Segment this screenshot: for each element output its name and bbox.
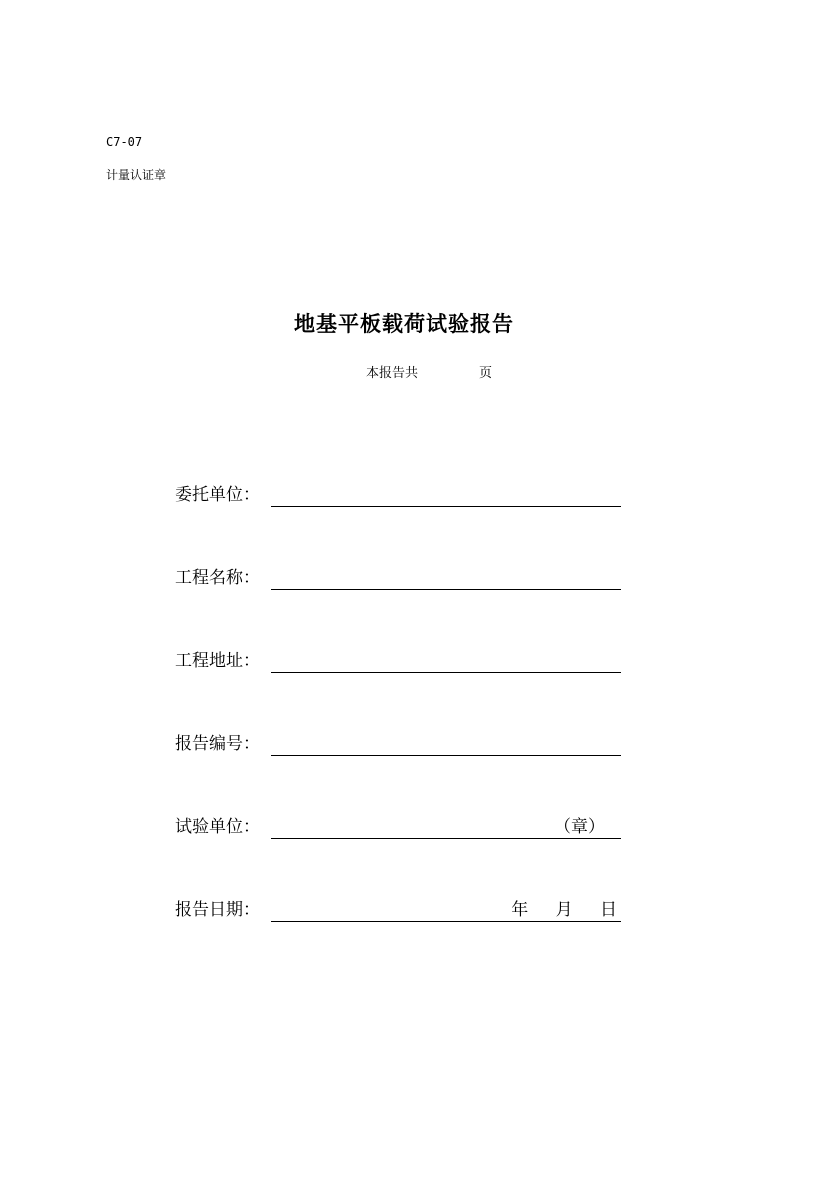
client-unit-field (175, 481, 621, 507)
page-count-prefix: 本报告共 (366, 366, 419, 381)
report-date-label: 报告日期： (175, 900, 260, 920)
project-name-label: 工程名称： (175, 568, 260, 588)
project-name-input-line[interactable] (271, 565, 621, 590)
project-address-field (175, 647, 621, 673)
document-title: 地基平板载荷试验报告 (294, 312, 514, 336)
form-code: C7-07 (106, 135, 143, 149)
metrology-seal-note: 计量认证章 (106, 168, 167, 182)
year-label: 年 (511, 900, 529, 920)
testing-unit-label: 试验单位： (175, 817, 260, 837)
page-count-line (366, 365, 493, 383)
client-unit-label: 委托单位： (175, 485, 260, 505)
report-date-field (175, 896, 621, 922)
project-address-label: 工程地址： (175, 651, 260, 671)
report-number-label: 报告编号： (175, 734, 260, 754)
project-address-input-line[interactable] (271, 648, 621, 673)
project-name-field (175, 564, 621, 590)
seal-placeholder: （章） (554, 817, 605, 837)
report-number-input-line[interactable] (271, 731, 621, 756)
month-label: 月 (555, 900, 573, 920)
testing-unit-field (175, 813, 621, 839)
client-unit-input-line[interactable] (271, 482, 621, 507)
date-parts (489, 899, 617, 921)
page-count-suffix: 页 (479, 366, 493, 381)
day-label: 日 (600, 900, 617, 920)
report-number-field (175, 730, 621, 756)
